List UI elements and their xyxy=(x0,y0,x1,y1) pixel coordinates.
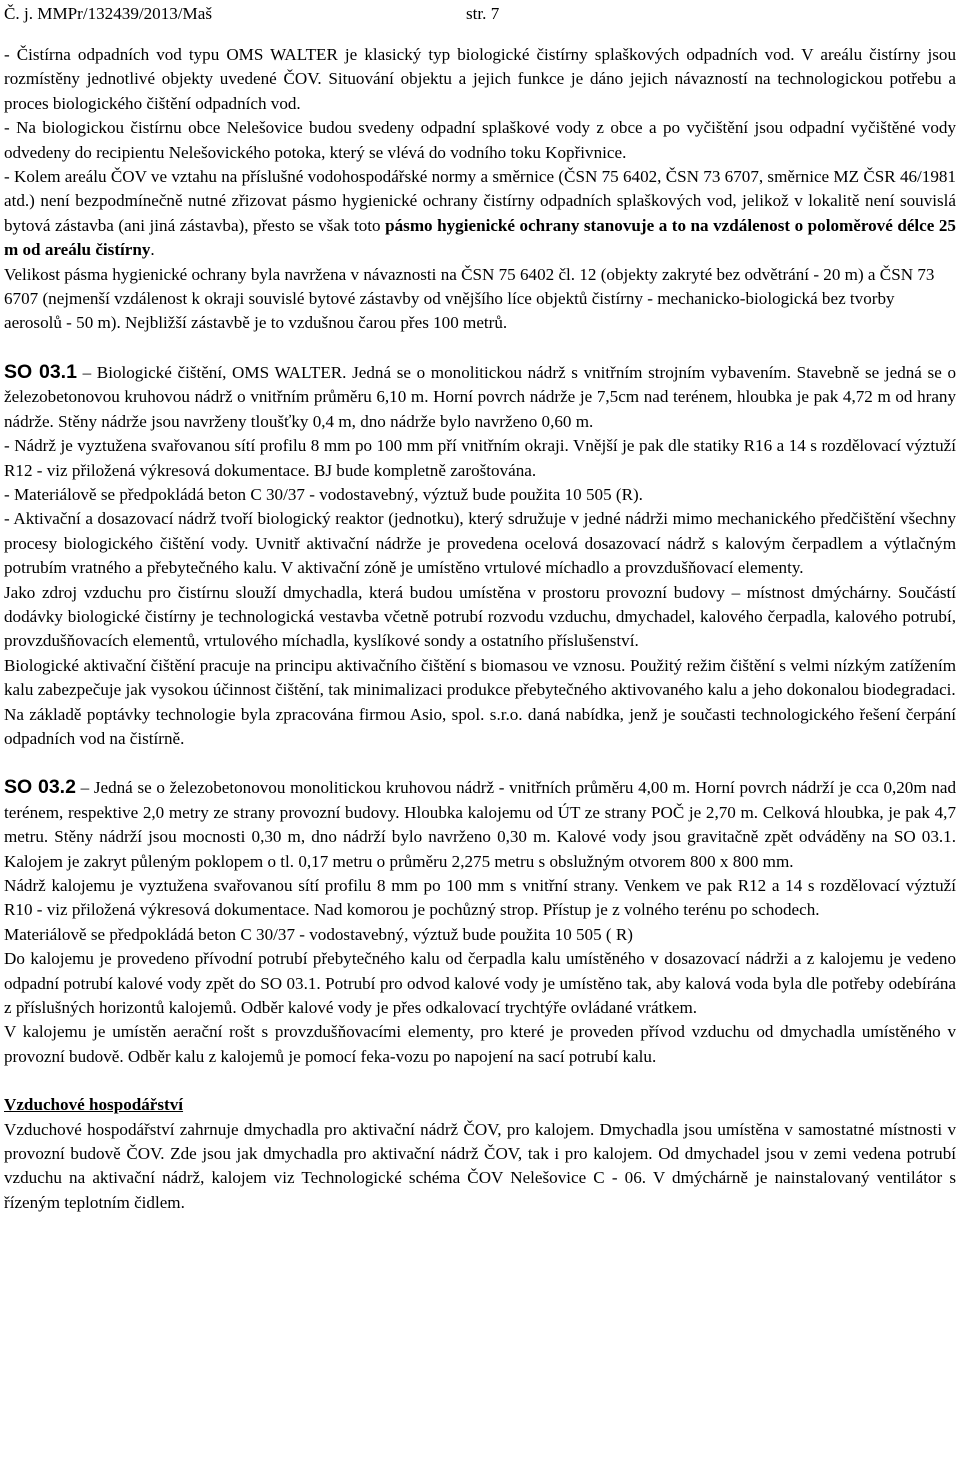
paragraph-so-03-1-material: - Materiálově se předpokládá beton C 30/37 - vodostavebný, výztuž bude použita 10 505 (R). xyxy=(4,484,643,504)
section-intro-so-03-2: – Jedná se o železobetonovou monolitickou kruhovou nádrž - vnitřních průměru 4,00 m. Horní povrch nádrží je cca 0,20m nad terénem, respektive 2,0 metry ze strany provozní budovy. Hloubka kalojemu od ÚT ze strany POČ je 2,70 m. Celková hloubka, je pak 4,7 metru. Stěny nádrží jsou mocnosti 0,30 m, dno nádrží bylo navrženo 0,30 m. Kalové vody jsou gravitačně zpět odváděny na SO 03.1. Kalojem je zakryt půleným poklopem o tl. 0,17 metru o průměru 2,275 metru s obslužným otvorem 800 x 800 mm. xyxy=(4,778,957,871)
page-header xyxy=(4,2,956,26)
paragraph-so-03-1-activation: - Aktivační a dosazovací nádrž tvoří biologický reaktor (jednotku), který sdružuje v jedné nádrži mimo mechanického předčištění všechny procesy biologického čištění vody. Uvnitř aktivační nádrže je provedena ocelová dosazovací nádrž s kalovým čerpadlem a výtlačným potrubím vratného a přebytečného kalu. V aktivační zóně je umístěno vrtulové míchadlo a provzdušňovací elementy. xyxy=(4,509,956,578)
protection-zone-text: - Kolem areálu ČOV ve vztahu na příslušné vodohospodářské normy a směrnice (ČSN 75 6402, ČSN 73 6707, směrnice MZ ČSR 46/1981 atd.) není bezpodmínečně nutné zřizovat pásmo hygienické ochrany čistírny odpadních splaškových vod, jelikož v lokalitě není souvislá bytová zástavba (ani jiná zástavba), přesto se však toto xyxy=(4,167,960,235)
spacer xyxy=(4,336,956,360)
section-title-so-03-2: SO 03.2 xyxy=(4,776,76,799)
paragraph-so-03-1-air-source: Jako zdroj vzduchu pro čistírnu slouží dmychadla, která budou umístěna v prostoru provozní budovy – místnost dmýchárny. Součástí dodávky biologické čistírny je technologická vestavba včetně potrubí rozvodu vzduchu, dmychadel, kalového čerpadla, kalového potrubí, provzdušňovacích elementů, vrtulového míchadla, kyslíkové sondy a ostatního příslušenství. xyxy=(4,582,956,651)
paragraph-zone-size: Velikost pásma hygienické ochrany byla navržena v návaznosti na ČSN 75 6402 čl. 12 (objekty zakryté bez odvětrání - 20 m) a ČSN 73 6707 (nejmenší vzdálenost k okraji souvislé bytové zástavby od vnějšího líce objektů čistírny - mechanicko-biologická bez tvorby aerosolů - 50 m). Nejbližší zástavbě je to vzdušnou čarou přes 100 metrů. xyxy=(4,264,935,333)
paragraph-so-03-1-offer: Na základě poptávky technologie byla zpracována firmou Asio, spol. s.r.o. daná nabídka, jenž je současti technologického řešení čerpání odpadních vod na čistírně. xyxy=(4,704,956,748)
spacer xyxy=(4,751,956,775)
section-so-03-1 xyxy=(4,360,956,434)
spacer xyxy=(4,1069,956,1093)
paragraph-protection-zone xyxy=(4,165,960,263)
paragraph-so-03-2-aeration: V kalojemu je umístěn aerační rošt s provzdušňovacími elementy, pro které je proveden přívod vzduchu od dmychadla umístěného v provozní budově. Odběr kalu z kalojemů je pomocí feka-vozu po napojení na sací potrubí kalu. xyxy=(4,1022,956,1066)
paragraph-so-03-1-reinforcement: - Nádrž je vyztužena svařovanou sítí profilu 8 mm po 100 mm pří vnitřním okraji. Vnější je pak dle statiky R16 a 14 s rozdělovací výztuží R12 - viz přiložená výkresová dokumentace. BJ bude kompletně zaroštována. xyxy=(4,436,956,480)
section-heading-air-management: Vzduchové hospodářství xyxy=(4,1095,184,1115)
page-number: str. 7 xyxy=(466,4,500,23)
paragraph-air-management: Vzduchové hospodářství zahrnuje dmychadla pro aktivační nádrž ČOV, pro kalojem. Dmychadla jsou umístěna v samostatné místnosti v provozní budově ČOV. Zde jsou jak dmychadla pro aktivační nádrž ČOV, tak i pro kalojem. Od dmychadel jsou v zemi vedena potrubí vzduchu na aktivační nádrž, kalojem viz Technologické schéma ČOV Nelešovice C - 06. V dmýchárně je nainstalovaný ventilátor s řízeným teplotním čidlem. xyxy=(4,1119,956,1212)
section-title-so-03-1: SO 03.1 xyxy=(4,360,77,383)
paragraph-so-03-1-biological: Biologické aktivační čištění pracuje na principu aktivačního čištění s biomasou ve vznosu. Použitý režim čištění s velmi nízkým zatížením kalu zabezpečuje jak vysokou účinnost čištění, tak minimalizaci produkce přebytečného aktivovaného kalu a jeho dokonalou biodegradaci. xyxy=(4,655,956,700)
paragraph-plant-type: - Čistírna odpadních vod typu OMS WALTER je klasický typ biologické čistírny splaškových odpadních vod. V areálu čistírny jsou rozmístěny jednotlivé objekty uvedené ČOV. Situování objektu a jejich funkce je dáno jejich návazností na technologickou potřebu a proces biologického čištění odpadních vod. xyxy=(4,45,956,113)
paragraph-discharge: - Na biologickou čistírnu obce Nelešovice budou svedeny odpadní splaškové vody z obce a po vyčištění jsou odpadní vyčištěné vody odvedeny do recipientu Nelešovického potoka, který se vlévá do vodního toku Kopřivnice. xyxy=(4,118,956,162)
paragraph-so-03-2-material: Materiálově se předpokládá beton C 30/37 - vodostavebný, výztuž bude použita 10 505 ( R) xyxy=(4,924,633,944)
section-intro-so-03-1: – Biologické čištění, OMS WALTER. Jedná se o monolitickou nádrž s vnitřním strojním vybavením. Stavebně se jedná se o železobetonovou kruhovou nádrž o vnitřním průměru 6,10 m. Horní povrch nádrže je 7,5cm nad terénem, hloubka je pak 4,72 m od hrany nádrže. Stěny nádrže jsou navrženy tloušťky 0,4 m, dno nádrže bylo navrženo 0,60 m. xyxy=(4,362,956,431)
section-so-03-2 xyxy=(4,775,956,874)
paragraph-so-03-2-piping: Do kalojemu je provedeno přívodní potrubí přebytečného kalu od čerpadla kalu umístěného v dosazovací nádrži a z kalojemu je vedeno odpadní potrubí kalové vody zpět do SO 03.1. Potrubí pro odvod kalové vody je umístěno tak, aby kalová voda byla dle potřeby odebírána z příslušných horizontů kalojemů. Odběr kalové vody je přes odkalovací trychtýře ovládané vrátkem. xyxy=(4,949,956,1018)
document-number: Č. j. MMPr/132439/2013/Maš xyxy=(4,4,212,23)
protection-zone-text-end: . xyxy=(150,240,155,260)
document-body xyxy=(4,43,960,1215)
protection-zone-bold-text: pásmo hygienické ochrany stanovuje a to na vzdálenost o poloměrové délce 25 m od areálu čistírny xyxy=(4,215,956,260)
paragraph-so-03-2-reinforcement: Nádrž kalojemu je vyztužena svařovanou sítí profilu 8 mm po 100 mm s vnitřní strany. Venkem ve pak R12 a 14 s rozdělovací výztuží R10 - viz přiložená výkresová dokumentace. Nad komorou je pochůzný strop. Přístup je z volného terénu po schodech. xyxy=(4,876,956,920)
